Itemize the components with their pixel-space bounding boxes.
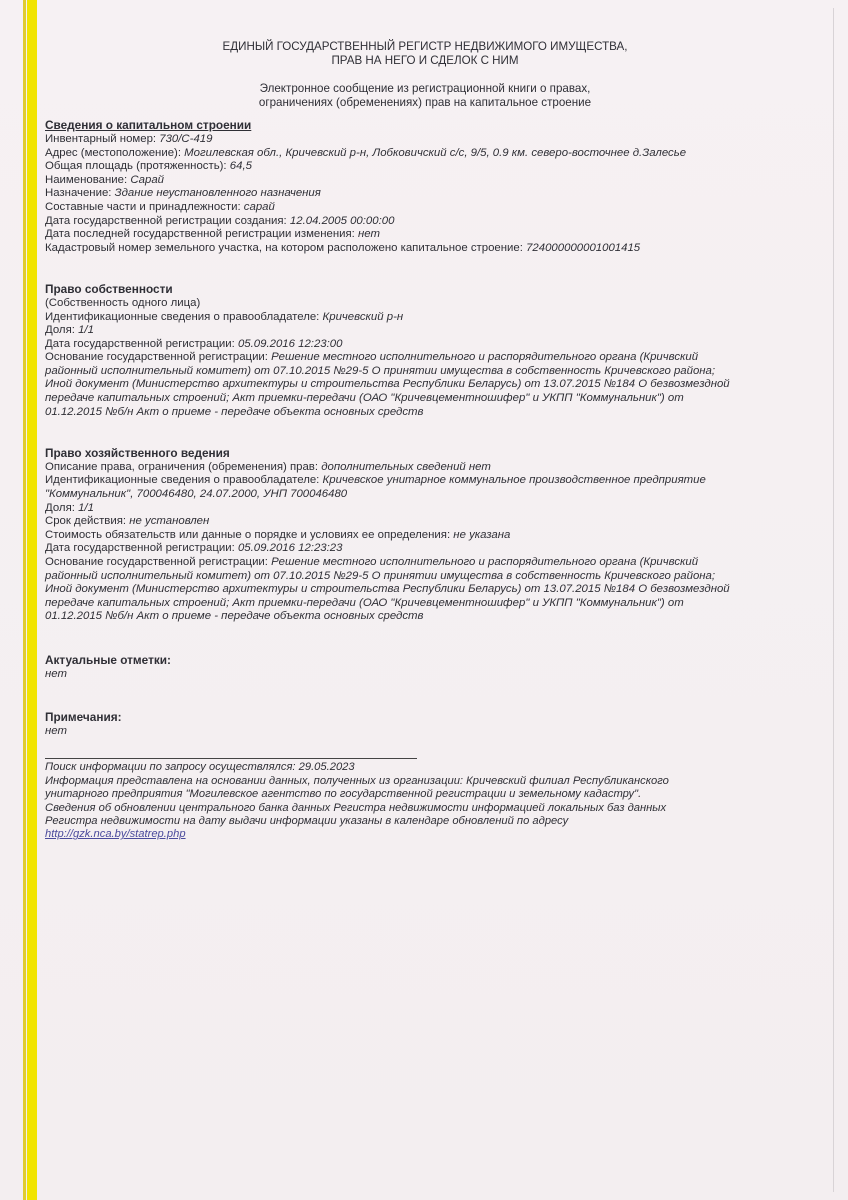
economic-desc-label: Описание права, ограничения (обременения) прав: bbox=[45, 460, 319, 473]
economic-cost-label: Стоимость обязательств или данные о порядке и условиях ее определения: bbox=[45, 528, 451, 541]
economic-basis-value-5: 01.12.2015 №б/н Акт о приеме - передаче объекта основных средств bbox=[45, 610, 424, 623]
ownership-basis-value-5: 01.12.2015 №б/н Акт о приеме - передаче объекта основных средств bbox=[45, 405, 424, 418]
economic-regdate-label: Дата государственной регистрации: bbox=[45, 542, 235, 555]
economic-cost-value: не указана bbox=[453, 528, 511, 541]
notes-value: нет bbox=[45, 724, 67, 737]
info-line-1: Информация представлена на основании данных, полученных из организации: Кричевский филиал Республиканского bbox=[45, 774, 669, 787]
economic-holder-value-1: Кричевское унитарное коммунальное производственное предприятие bbox=[322, 474, 706, 487]
parts-label: Составные части и принадлежности: bbox=[45, 200, 241, 213]
purpose-value: Здание неустановленного назначения bbox=[114, 187, 321, 200]
cadastral-label: Кадастровый номер земельного участка, на котором расположено капитальное строение: bbox=[45, 241, 523, 254]
notes-title: Примечания: bbox=[45, 710, 122, 725]
spacer bbox=[45, 681, 805, 711]
inventory-label: Инвентарный номер: bbox=[45, 132, 157, 145]
actual-marks-value: нет bbox=[45, 667, 67, 680]
ownership-basis-value-4: передаче капитальных строений; Акт приемки-передачи (ОАО "Кричевцементношифер" и УКПП "Коммунальник") от bbox=[45, 392, 684, 405]
document-header bbox=[45, 40, 805, 109]
inventory-value: 730/С-419 bbox=[159, 132, 213, 145]
purpose-row bbox=[45, 187, 805, 201]
economic-desc-row bbox=[45, 461, 805, 475]
name-label: Наименование: bbox=[45, 173, 128, 186]
ownership-share-value: 1/1 bbox=[78, 324, 94, 337]
update-line-2: Регистра недвижимости на дату выдачи информации указаны в календаре обновлений по адресу bbox=[45, 814, 569, 827]
economic-term-value: не установлен bbox=[129, 515, 210, 528]
document-content bbox=[45, 40, 805, 842]
document-subheader bbox=[45, 82, 805, 109]
ownership-basis-row-1 bbox=[45, 351, 805, 365]
economic-basis-value-1: Решение местного исполнительного и распорядительного органа (Кричвский bbox=[271, 556, 699, 568]
inventory-row bbox=[45, 133, 805, 147]
spacer bbox=[45, 255, 805, 283]
changed-value: нет bbox=[358, 228, 380, 241]
economic-term-label: Срок действия: bbox=[45, 515, 127, 528]
building-section bbox=[45, 119, 805, 255]
ownership-section-title: Право собственности bbox=[45, 282, 173, 297]
changed-row bbox=[45, 228, 805, 242]
economic-section bbox=[45, 447, 805, 624]
economic-basis-value-4: передаче капитальных строений; Акт приемки-передачи (ОАО "Кричевцементношифер" и УКПП "Коммунальник") от bbox=[45, 596, 684, 609]
subheader-line-2: ограничениях (обременениях) прав на капитальное строение bbox=[258, 95, 592, 109]
created-row bbox=[45, 215, 805, 229]
ownership-share-row bbox=[45, 324, 805, 338]
economic-basis-value-3: Иной документ (Министерство архитектуры и строительства Республики Беларусь) от 13.07.2015 №184 О безвозмездной bbox=[45, 583, 730, 596]
actual-marks-section bbox=[45, 654, 805, 681]
scan-right-edge bbox=[833, 8, 834, 1192]
area-value: 64,5 bbox=[229, 160, 252, 173]
changed-label: Дата последней государственной регистрации изменения: bbox=[45, 228, 355, 241]
address-value: Могилевская обл., Кричевский р-н, Лобковичский с/с, 9/5, 0.9 км. северо-восточнее д.Залесье bbox=[184, 146, 687, 159]
ownership-holder-value: Кричевский р-н bbox=[322, 310, 404, 323]
subheader-line-1: Электронное сообщение из регистрационной книги о правах, bbox=[259, 82, 591, 96]
actual-marks-title: Актуальные отметки: bbox=[45, 652, 171, 667]
spacer bbox=[45, 624, 805, 654]
cadastral-row bbox=[45, 242, 805, 256]
area-label: Общая площадь (протяженность): bbox=[45, 160, 227, 173]
cadastral-value: 724000000001001415 bbox=[526, 241, 641, 254]
header-line-1: ЕДИНЫЙ ГОСУДАРСТВЕННЫЙ РЕГИСТР НЕДВИЖИМОГО ИМУЩЕСТВА, bbox=[222, 40, 628, 53]
economic-term-row bbox=[45, 515, 805, 529]
highlight-margin-bar bbox=[27, 0, 37, 1200]
header-line-2: ПРАВ НА НЕГО И СДЕЛОК С НИМ bbox=[331, 53, 519, 67]
economic-basis-label: Основание государственной регистрации: bbox=[45, 556, 268, 568]
economic-desc-value: дополнительных сведений нет bbox=[321, 460, 491, 473]
economic-basis-row-1 bbox=[45, 556, 805, 570]
economic-section-title: Право хозяйственного ведения bbox=[45, 446, 230, 461]
economic-cost-row bbox=[45, 529, 805, 543]
created-label: Дата государственной регистрации создания: bbox=[45, 214, 287, 227]
info-line-2: унитарного предприятия "Могилевское агентство по государственной регистрации и земельному кадастру". bbox=[45, 788, 642, 801]
address-label: Адрес (местоположение): bbox=[45, 146, 181, 159]
spacer bbox=[45, 419, 805, 447]
economic-regdate-row bbox=[45, 542, 805, 556]
economic-holder-row bbox=[45, 474, 805, 488]
purpose-label: Назначение: bbox=[45, 187, 112, 200]
ownership-basis-value-3: Иной документ (Министерство архитектуры и строительства Республики Беларусь) от 13.07.2015 №184 О безвозмездной bbox=[45, 378, 730, 391]
ownership-section bbox=[45, 283, 805, 419]
economic-regdate-value: 05.09.2016 12:23:23 bbox=[237, 542, 343, 555]
footer-separator bbox=[45, 758, 417, 759]
building-section-title: Сведения о капитальном строении bbox=[45, 118, 252, 133]
name-row bbox=[45, 174, 805, 188]
created-value: 12.04.2005 00:00:00 bbox=[289, 214, 395, 227]
ownership-basis-value-1: Решение местного исполнительного и распорядительного органа (Кричвский bbox=[271, 351, 699, 364]
economic-share-row bbox=[45, 502, 805, 516]
economic-holder-value-2: "Коммунальник", 700046480, 24.07.2000, УНП 700046480 bbox=[45, 488, 348, 501]
ownership-basis-label: Основание государственной регистрации: bbox=[45, 351, 268, 364]
ownership-basis-value-2: районный исполнительный комитет) от 07.10.2015 №29-5 О принятии имущества в собственность Кричевского района; bbox=[45, 364, 716, 377]
search-date: Поиск информации по запросу осуществлялся: 29.05.2023 bbox=[45, 761, 355, 774]
update-line-1: Сведения об обновлении центрального банка данных Регистра недвижимости информацией локальных баз данных bbox=[45, 801, 667, 814]
ownership-type: (Собственность одного лица) bbox=[45, 296, 201, 309]
ownership-regdate-value: 05.09.2016 12:23:00 bbox=[237, 337, 343, 350]
notes-section bbox=[45, 711, 805, 738]
document-footer bbox=[45, 761, 805, 841]
ownership-regdate-label: Дата государственной регистрации: bbox=[45, 337, 235, 350]
ownership-holder-label: Идентификационные сведения о правообладателе: bbox=[45, 310, 320, 323]
address-row bbox=[45, 147, 805, 161]
economic-share-label: Доля: bbox=[45, 501, 75, 514]
economic-holder-label: Идентификационные сведения о правообладателе: bbox=[45, 474, 320, 487]
ownership-holder-row bbox=[45, 311, 805, 325]
economic-share-value: 1/1 bbox=[78, 501, 94, 514]
area-row bbox=[45, 160, 805, 174]
scan-edge-marker bbox=[23, 0, 26, 1200]
statrep-link[interactable]: http://gzk.nca.by/statrep.php bbox=[45, 828, 186, 841]
parts-row bbox=[45, 201, 805, 215]
name-value: Сарай bbox=[130, 173, 165, 186]
ownership-regdate-row bbox=[45, 338, 805, 352]
economic-basis-value-2: районный исполнительный комитет) от 07.10.2015 №29-5 О принятии имущества в собственность Кричевского района; bbox=[45, 569, 716, 582]
parts-value: сарай bbox=[243, 200, 275, 213]
ownership-share-label: Доля: bbox=[45, 324, 75, 337]
